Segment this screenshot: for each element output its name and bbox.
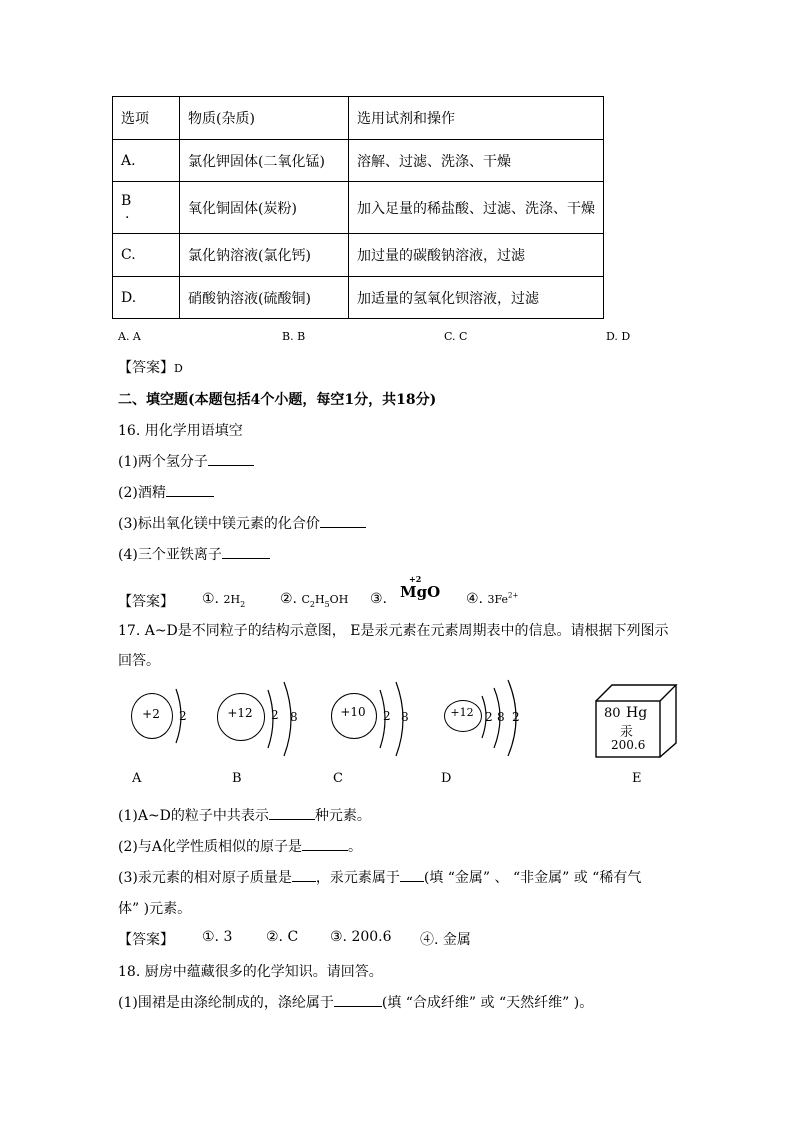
subscript: 2 <box>309 599 315 609</box>
q17-sub-2 <box>118 836 362 856</box>
q15-answer <box>118 357 183 377</box>
header-method: 选用试剂和操作 <box>349 97 604 140</box>
diagram-label-e: E <box>632 771 642 786</box>
q17-sub-3 <box>118 867 641 887</box>
question-text: 种元素。 <box>314 808 371 824</box>
formula: C <box>301 593 310 606</box>
row-method: 加入足量的稀盐酸、过滤、洗涤、干燥 <box>349 182 604 234</box>
item-text: (1)两个氢分子 <box>118 454 208 470</box>
item-text: (4)三个亚铁离子 <box>118 547 222 563</box>
nucleus-charge: +2 <box>142 707 160 721</box>
row-option: C. <box>113 234 180 277</box>
electron-count: 2 <box>512 710 520 724</box>
row-option: D. <box>113 277 180 319</box>
header-option: 选项 <box>113 97 180 140</box>
q16-item-4 <box>118 544 270 564</box>
question-text: (填 “合成纤维” 或 “天然纤维” )。 <box>381 995 594 1011</box>
electron-count: 2 <box>485 710 493 724</box>
q16-answer-3-mark: ③. <box>370 591 388 607</box>
choice-d: D. D <box>606 330 631 343</box>
item-text: (3)标出氧化镁中镁元素的化合价 <box>118 516 320 532</box>
answer-value: D <box>174 362 183 375</box>
row-option-letter: B <box>121 192 132 209</box>
atomic-mass: 200.6 <box>611 738 646 752</box>
row-substance: 硝酸钠溶液(硫酸铜) <box>180 277 349 319</box>
question-text: ，汞元素属于 <box>315 870 400 886</box>
answer-blank[interactable] <box>166 496 214 497</box>
nucleus-charge: +12 <box>450 706 474 719</box>
answer-blank[interactable] <box>334 1006 382 1007</box>
valence-charge: +2 <box>409 574 422 584</box>
electron-count: 2 <box>383 709 391 723</box>
question-text: (3)汞元素的相对原子质量是 <box>118 870 292 886</box>
q16-item-1 <box>118 451 254 471</box>
answer-blank[interactable] <box>320 527 366 528</box>
nucleus-charge: +12 <box>227 706 253 720</box>
row-method: 溶解、过滤、洗涤、干燥 <box>349 140 604 182</box>
answer-blank[interactable] <box>208 465 254 466</box>
electron-count: 8 <box>290 710 298 724</box>
mark: ①. <box>202 591 220 607</box>
answer-blank[interactable] <box>400 881 424 882</box>
table-row <box>113 234 604 277</box>
question-text: 。 <box>347 839 362 855</box>
subscript: 2 <box>240 599 246 609</box>
choice-b: B. B <box>282 330 306 343</box>
answer-label: 【答案】 <box>118 360 174 376</box>
answer-blank[interactable] <box>269 819 315 820</box>
q16-answer-1 <box>202 591 245 609</box>
diagram-label-c: C <box>333 771 343 786</box>
answer-blank[interactable] <box>292 881 316 882</box>
question-text: (2)与A化学性质相似的原子是 <box>118 839 302 855</box>
subscript: 5 <box>324 599 330 609</box>
table-header-row <box>113 97 604 140</box>
q16-answer-4 <box>466 591 518 607</box>
mark: ④. <box>466 591 484 607</box>
section-title: 二、填空题(本题包括4个小题，每空1分，共18分) <box>118 392 437 408</box>
question-text: (1)A~D的粒子中共表示 <box>118 808 269 824</box>
formula: OH <box>329 593 349 606</box>
q17-answer-4: ④. 金属 <box>420 932 471 948</box>
q16-answer-label: 【答案】 <box>118 594 174 610</box>
row-option: A. <box>113 140 180 182</box>
formula: 2H <box>223 593 241 606</box>
q17-answer-2: ②. C <box>266 929 299 945</box>
electron-count: 2 <box>179 709 187 723</box>
q16-item-2 <box>118 482 214 502</box>
row-substance: 氧化铜固体(炭粉) <box>180 182 349 234</box>
diagram-label-d: D <box>441 771 452 786</box>
formula: H <box>314 593 325 606</box>
row-method: 加适量的氢氧化钡溶液，过滤 <box>349 277 604 319</box>
q17-answer-3: ③. 200.6 <box>330 929 392 945</box>
table-row <box>113 182 604 234</box>
diagram-label-b: B <box>232 771 242 786</box>
q17-answer-label: 【答案】 <box>118 932 174 948</box>
item-text: (2)酒精 <box>118 485 166 501</box>
row-option <box>113 182 180 234</box>
row-substance: 氯化钠溶液(氯化钙) <box>180 234 349 277</box>
choice-c: C. C <box>444 330 468 343</box>
q18-stem: 18. 厨房中蕴藏很多的化学知识。请回答。 <box>118 964 383 980</box>
element-name: 汞 <box>620 725 634 740</box>
choice-a: A. A <box>118 330 141 343</box>
answer-blank[interactable] <box>302 850 348 851</box>
table-row <box>113 140 604 182</box>
q17-stem-line1: 17. A~D是不同粒子的结构示意图， E是汞元素在元素周期表中的信息。请根据下列图示 <box>118 623 669 639</box>
q18-sub-1 <box>118 992 593 1012</box>
options-table <box>112 96 604 319</box>
formula: 3Fe <box>487 593 509 606</box>
row-option-dot: . <box>125 205 130 222</box>
electron-count: 8 <box>497 710 505 724</box>
q17-sub-1 <box>118 805 371 825</box>
electron-count: 8 <box>401 710 409 724</box>
q17-sub-3-line2: 体” )元素。 <box>118 901 192 917</box>
electron-count: 2 <box>271 708 279 722</box>
row-method: 加过量的碳酸钠溶液，过滤 <box>349 234 604 277</box>
q16-stem: 16. 用化学用语填空 <box>118 423 243 439</box>
question-text: (1)围裙是由涤纶制成的，涤纶属于 <box>118 995 334 1011</box>
q17-stem-line2: 回答。 <box>118 653 160 669</box>
table-row <box>113 277 604 319</box>
atomic-number: 80 <box>604 706 621 721</box>
q17-answer-1: ①. 3 <box>202 929 233 945</box>
superscript: 2+ <box>508 591 519 600</box>
nucleus-charge: +10 <box>340 705 366 719</box>
element-symbol: Hg <box>626 705 648 721</box>
q16-answer-2 <box>280 591 348 609</box>
answer-blank[interactable] <box>222 558 270 559</box>
q16-item-3 <box>118 513 366 533</box>
formula-mgo: MgO <box>400 583 441 601</box>
mark: ②. <box>280 591 298 607</box>
diagram-label-a: A <box>132 771 142 786</box>
question-text: (填 “金属” 、 “非金属” 或 “稀有气 <box>423 870 642 886</box>
header-substance: 物质(杂质) <box>180 97 349 140</box>
row-substance: 氯化钾固体(二氧化锰) <box>180 140 349 182</box>
